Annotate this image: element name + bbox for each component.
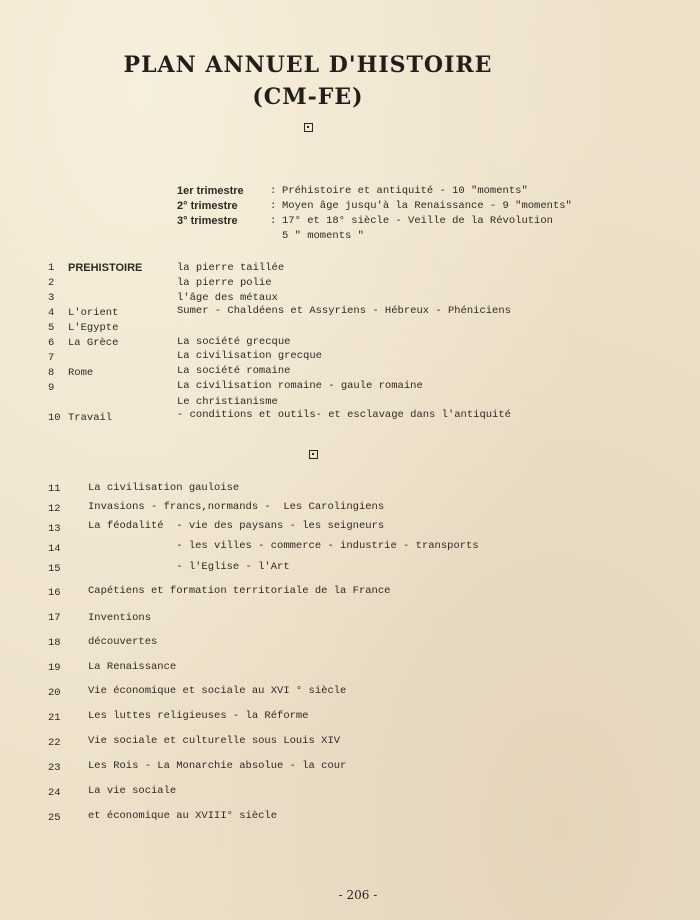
list-item-text: Les luttes religieuses - la Réforme (88, 710, 309, 722)
page-subtitle: (CM-FE) (252, 84, 364, 110)
list-item-number: 20 (48, 687, 61, 699)
list-item-text: découvertes (88, 636, 158, 648)
list-item-number: 18 (48, 637, 61, 649)
trimester-3-label: 3° trimestre (177, 215, 238, 227)
list-item-number: 2 (48, 277, 55, 289)
square-marker-icon (309, 450, 318, 459)
list-item-number: 7 (48, 352, 55, 364)
trimester-3-text: 17° et 18° siècle - Veille de la Révolution (282, 215, 553, 227)
trimester-2-text: Moyen âge jusqu'à la Renaissance - 9 "moments" (282, 200, 572, 212)
square-marker-icon (304, 123, 313, 132)
list-item-number: 11 (48, 483, 61, 495)
list-item-topic: Le christianisme (177, 396, 278, 408)
list-item-text: Les Rois - La Monarchie absolue - la cour (88, 760, 347, 772)
list-item-text: La féodalité - vie des paysans - les seigneurs (88, 520, 385, 532)
trimester-2-label: 2° trimestre (177, 200, 238, 212)
list-item-number: 12 (48, 503, 61, 515)
list-item-text: Invasions - francs,normands - Les Carolingiens (88, 501, 385, 513)
trimester-1-sep: : (270, 185, 277, 197)
list-item-text: La civilisation gauloise (88, 482, 240, 494)
list-item-number: 5 (48, 322, 55, 334)
list-item-topic: La société romaine (177, 365, 291, 377)
list-item-number: 17 (48, 612, 61, 624)
list-item-text: La vie sociale (88, 785, 177, 797)
list-item-number: 3 (48, 292, 55, 304)
trimester-1-text: Préhistoire et antiquité - 10 "moments" (282, 185, 528, 197)
list-item-text: - les villes - commerce - industrie - transports (88, 540, 479, 552)
list-item-number: 8 (48, 367, 55, 379)
list-item-text: - l'Eglise - l'Art (88, 561, 290, 573)
list-item-text: Inventions (88, 612, 152, 624)
list-item-number: 22 (48, 737, 61, 749)
list-item-topic: la pierre taillée (177, 262, 285, 274)
list-item-topic: La civilisation grecque (177, 350, 322, 362)
list-item-number: 9 (48, 382, 55, 394)
list-item-text: et économique au XVIII° siècle (88, 810, 278, 822)
trimester-3-continuation: 5 " moments " (282, 230, 364, 242)
page-title: PLAN ANNUEL D'HISTOIRE (123, 52, 493, 78)
list-item-topic: Sumer - Chaldéens et Assyriens - Hébreux - Phéniciens (177, 305, 511, 317)
trimester-3-sep: : (270, 215, 277, 227)
list-item-theme: Travail (68, 412, 113, 424)
list-item-number: 16 (48, 587, 61, 599)
list-item-theme: PREHISTOIRE (68, 262, 143, 274)
list-item-text: Vie sociale et culturelle sous Louis XIV (88, 735, 341, 747)
list-item-number: 15 (48, 563, 61, 575)
list-item-theme: L'Egypte (68, 322, 119, 334)
list-item-topic: La civilisation romaine - gaule romaine (177, 380, 423, 392)
list-item-number: 1 (48, 262, 55, 274)
list-item-topic: la pierre polie (177, 277, 272, 289)
list-item-theme: Rome (68, 367, 94, 379)
trimester-1-label: 1er trimestre (177, 185, 244, 197)
list-item-text: Vie économique et sociale au XVI ° siècle (88, 685, 347, 697)
list-item-number: 19 (48, 662, 61, 674)
trimester-2-sep: : (270, 200, 277, 212)
list-item-topic: l'âge des métaux (177, 292, 278, 304)
list-item-number: 10 (48, 412, 61, 424)
list-item-number: 14 (48, 543, 61, 555)
list-item-number: 24 (48, 787, 61, 799)
page-number: - 206 - (338, 888, 378, 902)
list-item-number: 21 (48, 712, 61, 724)
list-item-number: 4 (48, 307, 55, 319)
list-item-number: 23 (48, 762, 61, 774)
list-item-number: 6 (48, 337, 55, 349)
list-item-number: 13 (48, 523, 61, 535)
list-item-topic: La société grecque (177, 336, 291, 348)
list-item-text: La Renaissance (88, 661, 177, 673)
list-item-number: 25 (48, 812, 61, 824)
list-item-topic: - conditions et outils- et esclavage dans l'antiquité (177, 409, 511, 421)
list-item-theme: L'orient (68, 307, 119, 319)
list-item-theme: La Grèce (68, 337, 119, 349)
list-item-text: Capétiens et formation territoriale de la France (88, 585, 391, 597)
